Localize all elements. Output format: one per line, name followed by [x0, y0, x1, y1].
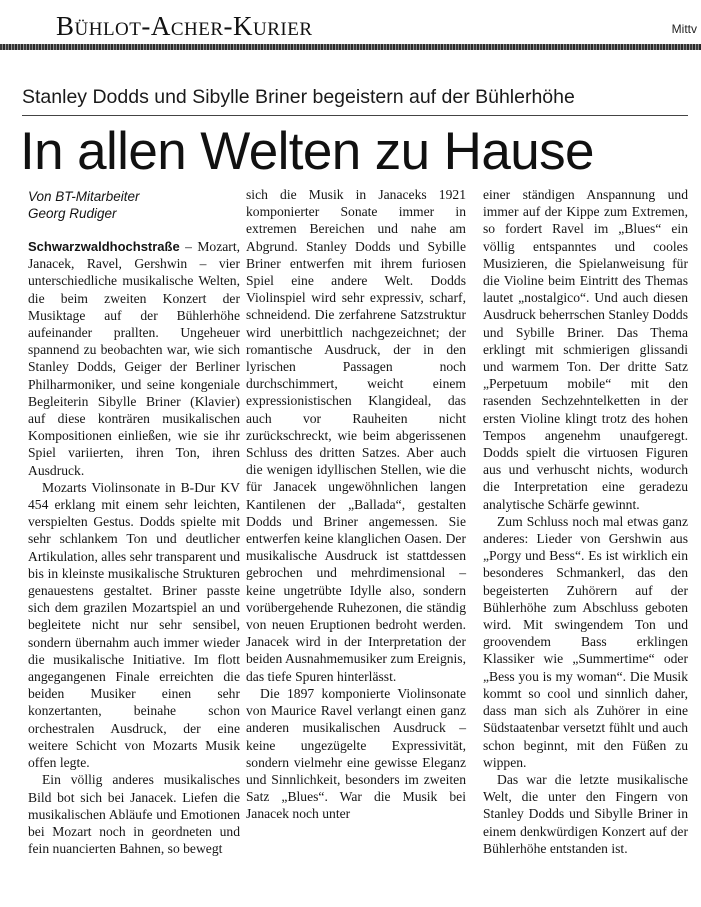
paragraph: Mozarts Violinsonate in B-Dur KV 454 erklang mit einem sehr leichten, verspielten Gestus. Dodds spielte mit sehr schlankem Ton und deutlicher Artikulation, alles sehr transparent und bis in kleinste musikalische Strukturen genauestens gestaltet. Briner passte sich dem grazilen Mozartspiel an und begleitete nicht nur sehr sensibel, sondern übernahm auch immer wieder die musikalische Initiative. Im flott angegangenen Finale erreichten die beiden Musiker einen sehr konzertanten, beinahe schon orchestralen Ausdruck, der eine weitere Schicht von Mozarts Musik offen legte. — [28, 479, 240, 771]
paragraph-text: – Mozart, Janacek, Ravel, Gershwin – vier unterschiedliche musikalische Welten, die beim zweiten Konzert der Musiktage auf der Bühlerhöhe aufeinander prallten. Ungeheuer spannend zu beobachten war, wie sich Stanley Dodds, Geiger der Berliner Philharmoniker, und seine kongeniale Begleiterin Sibylle Briner (Klavier) auf diese konträren musikalischen Kompositionen einließen, wie sie ihr Spiel variierten, ihren Ton, ihren Ausdruck. — [28, 239, 240, 478]
masthead — [0, 0, 701, 50]
newspaper-title: Bühlot-Acher-Kurier — [56, 11, 313, 41]
paragraph: Das war die letzte musikalische Welt, die unter den Fingern von Stanley Dodds und Sibylle Briner in einem denkwürdigen Konzert auf der Bühlerhöhe entstanden ist. — [483, 771, 688, 856]
kicker-divider — [22, 115, 688, 116]
byline-role: Von BT-Mitarbeiter — [28, 189, 140, 204]
article-column-2 — [246, 186, 466, 823]
paragraph: Die 1897 komponierte Violinsonate von Maurice Ravel verlangt einen ganz anderen musikalischen Ausdruck – keine ungezügelte Expressivität, sondern vielmehr eine gewisse Eleganz und Sinnlichkeit, besonders im zweiten Satz „Blues“. War die Musik bei Janacek noch unter — [246, 685, 466, 822]
paragraph: einer ständigen Anspannung und immer auf der Kippe zum Extremen, so fordert Ravel im „Blues“ ein völlig entspanntes und cooles Musizieren, die Spielanweisung für die Violine beim Eintritt des Themas lautet „nostalgico“. Und auch diesen Ausdruck beherrschen Stanley Dodds und Sybille Briner. Das Thema erklingt mit schmierigen glissandi und warmem Ton. Der dritte Satz „Perpetuum mobile“ mit den rasenden Sechzehntelketten in der ersten Violine klingt trotz des hohen Tempos angenehm unaufgeregt. Dodds spielt die virtuosen Figuren aus und verhuscht nichts, wodurch die Interpretation eine geradezu analytische Schärfe gewinnt. — [483, 187, 688, 512]
paragraph: Ein völlig anderes musikalisches Bild bot sich bei Janacek. Liefen die musikalischen Abläufe und Emotionen bei Mozart noch in geordneten und fein nuancierten Bahnen, so bewegt — [28, 772, 240, 857]
paragraph — [28, 238, 240, 479]
masthead-rule — [0, 44, 701, 50]
byline-author: Georg Rudiger — [28, 206, 117, 221]
article-column-3 — [483, 186, 688, 857]
dateline: Schwarzwaldhochstraße — [28, 239, 180, 254]
byline — [28, 188, 218, 222]
date-fragment: Mittv — [671, 22, 697, 36]
article-headline: In allen Welten zu Hause — [20, 122, 594, 181]
paragraph: Zum Schluss noch mal etwas ganz anderes: Lieder von Gershwin aus „Porgy und Bess“. Es ist wirklich ein besonderes Schmankerl, das den begeisterten Zuhörern auf der Bühlerhöhe zum Abschluss geboten wird. Mit swingendem Ton und groovendem Bass erklingen Klassiker wie „Summertime“ oder „Bess you is my woman“. Die Musik kommt so cool und sinnlich daher, dass man sich als Zuhörer in eine Südstaatenbar versetzt fühlt und auch schon beginnt, mit den Füßen zu wippen. — [483, 513, 688, 770]
article-column-1 — [28, 238, 240, 857]
article-kicker: Stanley Dodds und Sibylle Briner begeistern auf der Bühlerhöhe — [22, 86, 575, 108]
paragraph: sich die Musik in Janaceks 1921 komponierter Sonate immer in extremen Bereichen und nahe am Abgrund. Stanley Dodds und Sybille Briner entwerfen mit ihrem furiosen Spiel eine andere Welt. Dodds Violinspiel wird sehr expressiv, scharf, schneidend. Die zerfahrene Satzstruktur wird unerbittlich nachgezeichnet; der romantische Ausdruck, der in den lyrischen Passagen noch durchschimmert, weicht einem expressionistischen Klangideal, das auch vor Rauheiten nicht zurückschreckt, wie beim abgerissenen Schluss des dritten Satzes. Aber auch die wenigen idyllischen Stellen, wie die für Janacek ungewöhnlichen langen Kantilenen der „Ballada“, gestalten Dodds und Briner angemessen. Sie entwerfen keine klanglichen Oasen. Der musikalische Ausdruck ist stattdessen gebrochen und mehrdimensional – keine ungetrübte Idylle also, sondern vorübergehende Ruhezonen, die ständig von neuen Eruptionen bedroht werden. Janacek wird in der Interpretation der beiden Ausnahmemusiker zum Ereignis, das tiefe Spuren hinterlässt. — [246, 187, 466, 684]
